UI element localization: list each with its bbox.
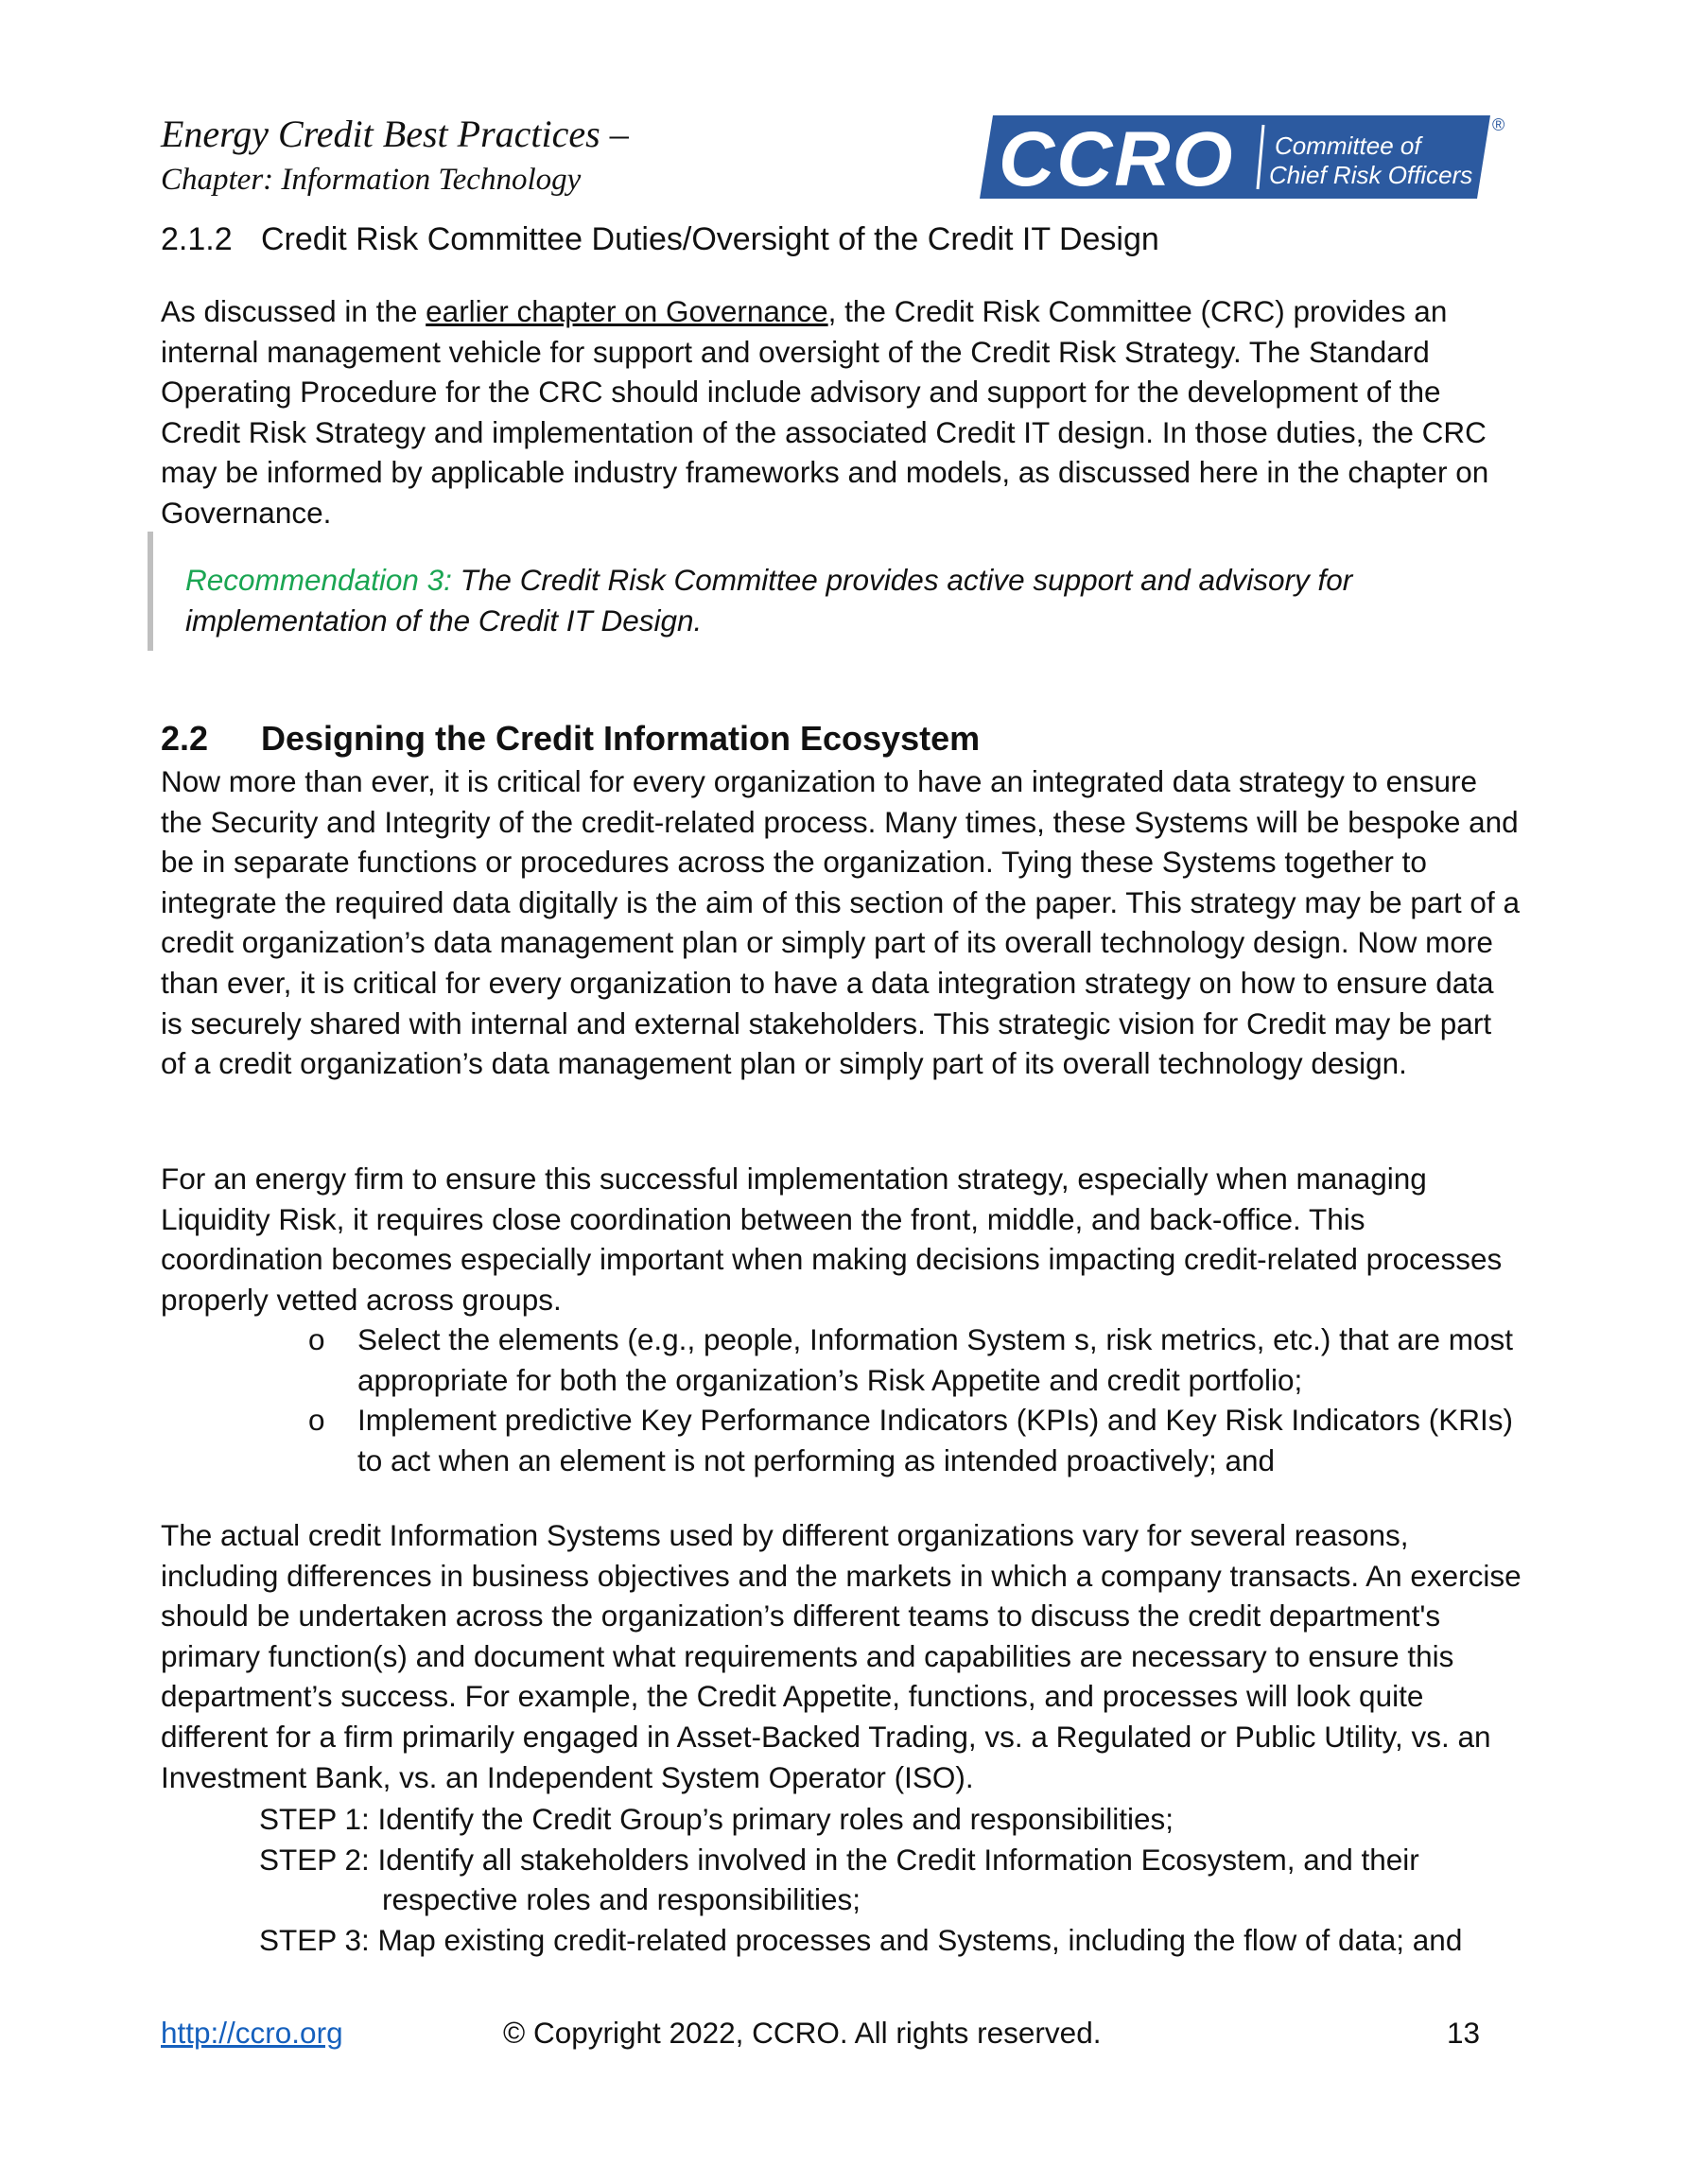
recommendation-label: Recommendation 3: xyxy=(185,563,452,597)
section-2-2-heading xyxy=(161,719,980,759)
bullet-mark: o xyxy=(308,1322,325,1356)
governance-chapter-link[interactable]: earlier chapter on Governance xyxy=(426,294,828,328)
steps-list xyxy=(161,1799,1522,1960)
copyright-notice: © Copyright 2022, CCRO. All rights reserved. xyxy=(503,2016,1102,2050)
list-item: STEP 3: Map existing credit-related processes and Systems, including the flow of data; and xyxy=(259,1922,1463,1957)
logo-tagline-1: Committee of xyxy=(1275,131,1421,160)
governance-paragraph: As discussed in the earlier chapter on Governance, the Credit Risk Committee (CRC) provides an internal management vehicle for support and oversight of the Credit Risk Strategy. The Standard Operating Procedure for the CRC should include advisory and support for the development of the Credit Risk Strategy and implementation of the associated Credit IT design. In those duties, the CRC may be informed by applicable industry frameworks and models, as discussed here in the chapter on Governance. xyxy=(161,294,1489,530)
ecosystem-paragraph-3: The actual credit Information Systems used by different organizations vary for several reasons, including differences in business objectives and the markets in which a company transacts. An exercise should be undertaken across the organization’s different teams to discuss the credit department's primary function(s) and document what requirements and capabilities are necessary to ensure this department’s success. For example, the Credit Appetite, functions, and processes will look quite different for a firm primarily engaged in Asset-Backed Trading, vs. a Regulated or Public Utility, vs. an Investment Bank, vs. an Independent System Operator (ISO). xyxy=(161,1518,1522,1794)
page-number: 13 xyxy=(1447,2016,1481,2050)
section-title: Designing the Credit Information Ecosystem xyxy=(261,719,981,758)
list-item: STEP 2: Identify all stakeholders involved in the Credit Information Ecosystem, and their respective roles and responsibilities; xyxy=(259,1842,1419,1917)
registered-mark: ® xyxy=(1492,115,1505,134)
section-number: 2.1.2 xyxy=(161,221,233,257)
document-title: Energy Credit Best Practices – xyxy=(161,113,629,155)
website-link[interactable]: http://ccro.org xyxy=(161,2016,343,2050)
ecosystem-paragraph-1: Now more than ever, it is critical for every organization to have an integrated data strategy to ensure the Security and Integrity of the credit-related process. Many times, these Systems will be bespoke and be in separate functions or procedures across the organization. Tying these Systems together to integrate the required data digitally is the aim of this section of the paper. This strategy may be part of a credit organization’s data management plan or simply part of its overall technology design. Now more than ever, it is critical for every organization to have a data integration strategy on how to ensure data is securely shared with internal and external stakeholders. This strategic vision for Credit may be part of a credit organization’s data management plan or simply part of its overall technology design. xyxy=(161,764,1520,1081)
bullet-mark: o xyxy=(308,1403,325,1438)
list-item: o Select the elements (e.g., people, Information System s, risk metrics, etc.) that are most appropriate for both the organization’s Risk Appetite and credit portfolio; xyxy=(161,1319,1522,1400)
recommendation-callout xyxy=(148,532,1496,651)
section-number: 2.2 xyxy=(161,719,209,758)
section-2-1-2-heading xyxy=(161,221,1159,258)
document-chapter: Chapter: Information Technology xyxy=(161,163,582,197)
logo-text: CCRO xyxy=(999,116,1235,202)
ecosystem-paragraph-2: For an energy firm to ensure this successful implementation strategy, especially when managing Liquidity Risk, it requires close coordination between the front, middle, and back-office. This coordination becomes especially important when making decisions impacting credit-related processes properly vetted across groups. xyxy=(161,1162,1503,1317)
list-item: STEP 1: Identify the Credit Group’s primary roles and responsibilities; xyxy=(259,1802,1174,1836)
recommendation-text: Recommendation 3: The Credit Risk Committee provides active support and advisory for implementation of the Credit IT Design. xyxy=(185,563,1353,638)
ccro-logo xyxy=(980,112,1509,202)
logo-tagline-2: Chief Risk Officers xyxy=(1269,161,1473,189)
section-title: Credit Risk Committee Duties/Oversight of the Credit IT Design xyxy=(261,221,1159,257)
list-item: o Implement predictive Key Performance Indicators (KPIs) and Key Risk Indicators (KRIs) to act when an element is not performing as intended proactively; and xyxy=(161,1400,1522,1480)
bullet-list xyxy=(161,1319,1522,1480)
